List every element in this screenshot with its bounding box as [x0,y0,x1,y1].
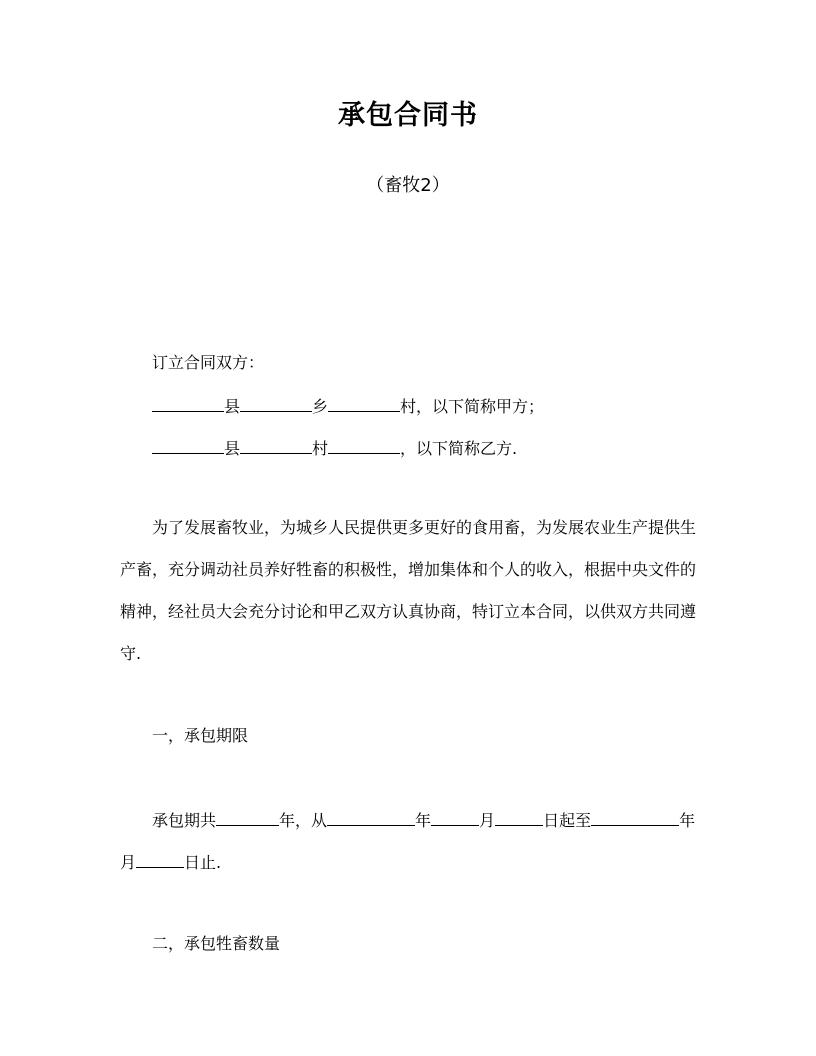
blank-field [152,436,224,454]
parties-heading: 订立合同双方： [152,353,265,372]
term-line-2 [120,850,221,874]
village-label: 村 [312,439,329,458]
blank-field [495,808,543,826]
county-label: 县 [224,439,241,458]
party-a-suffix: 村，以下简称甲方； [400,397,545,416]
blank-field [216,808,279,826]
term-years-from: 年，从 [279,811,328,830]
day-to-label: 日起至 [543,811,592,830]
section-1-heading: 一，承包期限 [152,726,249,745]
blank-field [431,808,479,826]
blank-field [327,808,415,826]
term-prefix: 承包期共 [152,811,217,830]
document-title: 承包合同书 [338,100,478,131]
term-end: 日止. [184,853,222,872]
year-label: 年 [679,811,696,830]
term-line-1 [152,808,695,832]
blank-field [136,850,184,868]
month-label: 月 [479,811,496,830]
blank-field [240,436,312,454]
year-label: 年 [415,811,432,830]
party-b-line [152,436,517,460]
preamble-paragraph: 为了发展畜牧业，为城乡人民提供更多更好的食用畜，为发展农业生产提供生产畜，充分调动社员养好牲畜的积极性，增加集体和个人的收入，根据中央文件的精神，经社员大会充分讨论和甲乙双方认真协商，特订立本合同，以供双方共同遵守. [120,518,697,663]
blank-field [328,436,400,454]
month-label: 月 [120,853,137,872]
blank-field [591,808,679,826]
blank-field [328,394,400,412]
party-a-line [152,394,544,418]
blank-field [152,394,224,412]
county-label: 县 [224,397,241,416]
blank-field [240,394,312,412]
township-label: 乡 [312,397,329,416]
party-b-suffix: ，以下简称乙方. [400,439,518,458]
section-2-heading: 二，承包牲畜数量 [152,934,281,953]
document-subtitle: （畜牧2） [366,175,450,196]
